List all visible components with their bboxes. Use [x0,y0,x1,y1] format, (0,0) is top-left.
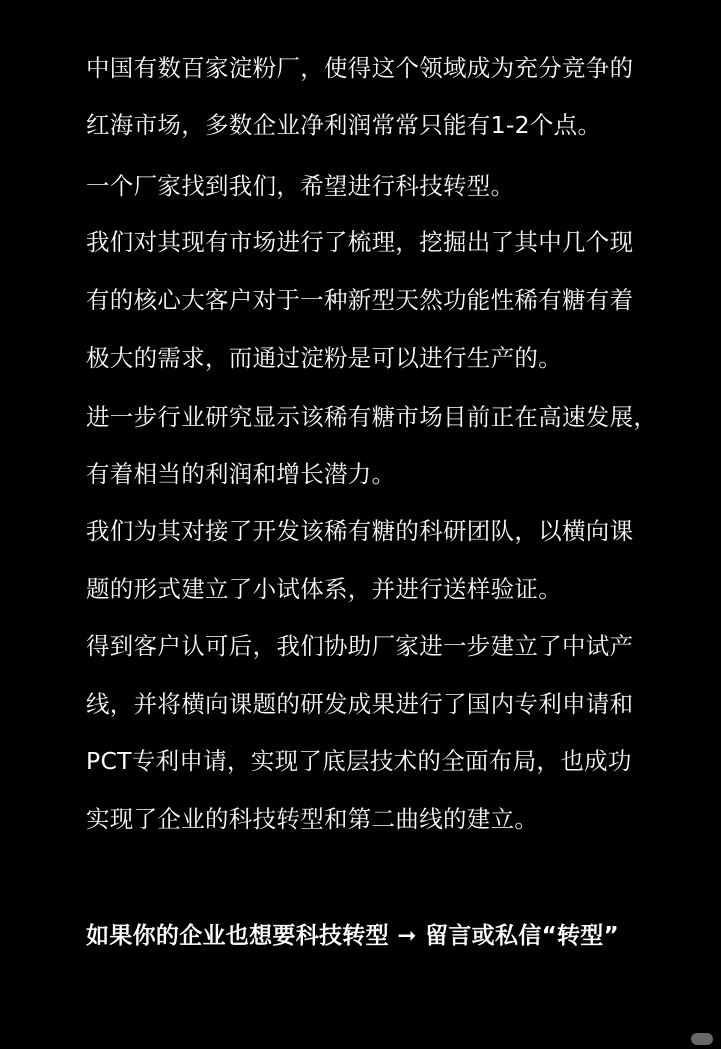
paragraph-1-line-1: 中国有数百家淀粉厂，使得这个领域成为充分竞争的 [86,54,634,82]
paragraph-3-line-3: 极大的需求，而通过淀粉是可以进行生产的。 [86,344,562,372]
paragraph-4-line-1: 进一步行业研究显示该稀有糖市场目前正在高速发展， [86,403,658,431]
paragraph-6-line-4: 实现了企业的科技转型和第二曲线的建立。 [86,805,539,833]
paragraph-5-line-2: 题的形式建立了小试体系，并进行送样验证。 [86,575,562,603]
paragraph-3-line-1: 我们对其现有市场进行了梳理，挖掘出了其中几个现 [86,228,634,256]
call-to-action: 如果你的企业也想要科技转型 ➞ 留言或私信“转型” [86,923,620,949]
paragraph-3-line-2: 有的核心大客户对于一种新型天然功能性稀有糖有着 [86,286,634,314]
paragraph-1-line-2: 红海市场，多数企业净利润常常只能有1-2个点。 [86,111,602,139]
watermark-badge [691,1033,713,1045]
paragraph-6-line-2: 线，并将横向课题的研发成果进行了国内专利申请和 [86,690,634,718]
paragraph-6-line-3: PCT专利申请，实现了底层技术的全面布局，也成功 [86,747,632,775]
paragraph-4-line-2: 有着相当的利润和增长潜力。 [86,460,396,488]
paragraph-5-line-1: 我们为其对接了开发该稀有糖的科研团队，以横向课 [86,517,634,545]
paragraph-6-line-1: 得到客户认可后，我们协助厂家进一步建立了中试产 [86,632,634,660]
paragraph-2-line-1: 一个厂家找到我们，希望进行科技转型。 [86,172,515,200]
